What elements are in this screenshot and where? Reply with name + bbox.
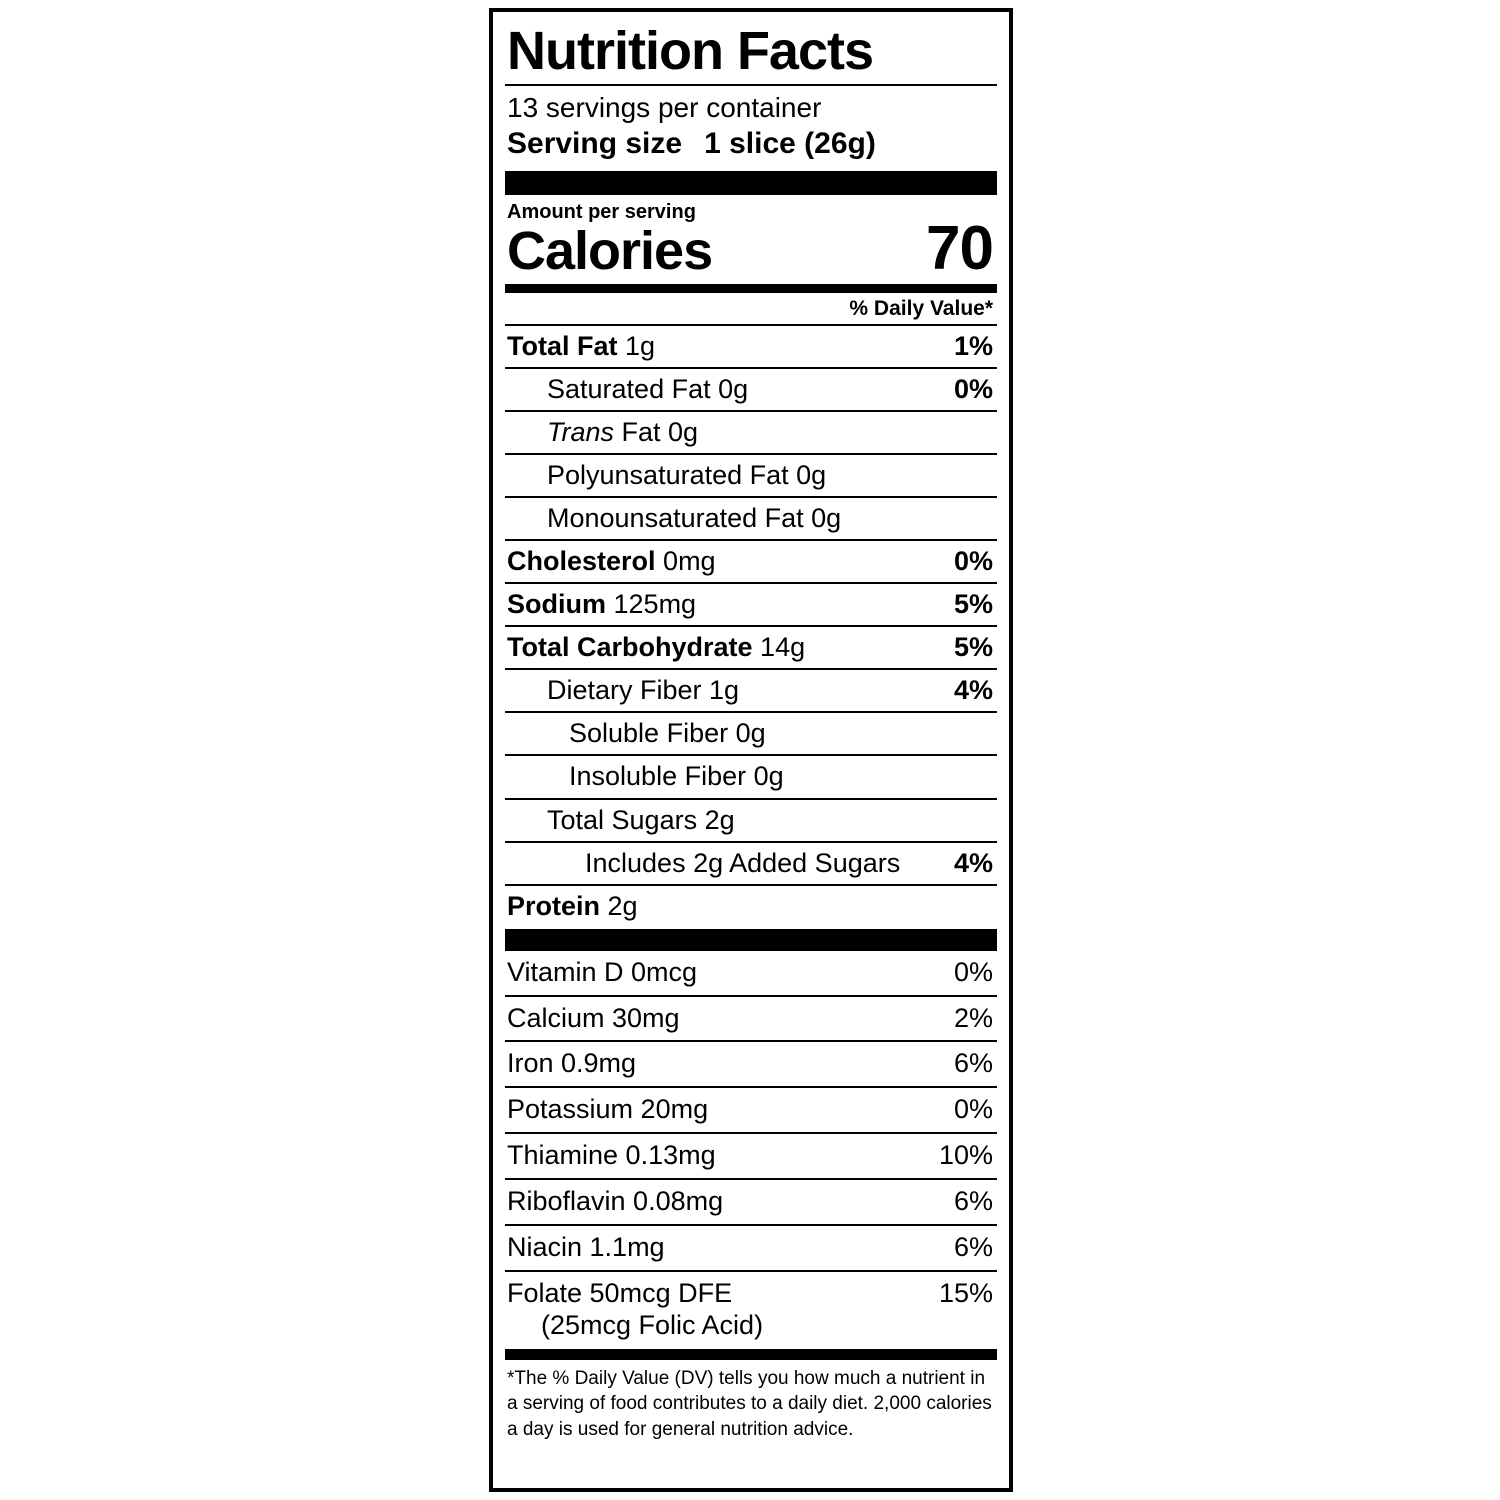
folate-sub: (25mcg Folic Acid) xyxy=(541,1309,764,1340)
row-saturated-fat-label: Saturated Fat 0g xyxy=(547,374,749,405)
row-dietary-fiber-dv: 4% xyxy=(953,675,993,706)
row-sodium-dv: 5% xyxy=(953,589,993,620)
protein-name: Protein xyxy=(507,890,601,921)
divider-footnote xyxy=(505,1349,997,1360)
row-total-carbohydrate-label xyxy=(507,632,805,663)
carb-name: Total Carbohydrate xyxy=(507,632,753,663)
calories-value: 70 xyxy=(926,214,993,283)
nutrition-facts-panel xyxy=(489,8,1013,1492)
row-vitamin-d-label: Vitamin D 0mcg xyxy=(507,956,698,987)
row-saturated-fat xyxy=(505,369,997,412)
row-sodium-label xyxy=(507,589,696,620)
carb-amount: 14g xyxy=(760,632,806,663)
trans-word: Trans xyxy=(547,417,615,448)
row-calcium-dv: 2% xyxy=(953,1002,993,1033)
row-vitamin-d xyxy=(505,951,997,997)
row-niacin-dv: 6% xyxy=(953,1231,993,1262)
row-riboflavin-dv: 6% xyxy=(953,1185,993,1216)
serving-size-row xyxy=(505,125,997,165)
row-folate-dv: 15% xyxy=(938,1277,993,1308)
row-cholesterol-dv: 0% xyxy=(953,546,993,577)
protein-amount: 2g xyxy=(607,890,638,921)
row-riboflavin xyxy=(505,1180,997,1226)
row-thiamine-dv: 10% xyxy=(938,1140,993,1171)
row-riboflavin-label: Riboflavin 0.08mg xyxy=(507,1185,724,1216)
cholesterol-amount: 0mg xyxy=(663,546,716,577)
amount-per-serving-label: Amount per serving xyxy=(507,201,696,223)
row-total-fat-label xyxy=(507,331,655,362)
serving-size-value: 1 slice (26g) xyxy=(704,127,876,160)
row-added-sugars xyxy=(505,843,997,886)
row-iron-label: Iron 0.9mg xyxy=(507,1048,637,1079)
row-vitamin-d-dv: 0% xyxy=(953,956,993,987)
row-saturated-fat-dv: 0% xyxy=(953,374,993,405)
row-added-sugars-dv: 4% xyxy=(953,847,993,878)
row-folate-label xyxy=(507,1278,763,1342)
row-niacin xyxy=(505,1226,997,1272)
total-fat-amount: 1g xyxy=(625,331,656,361)
panel-title: Nutrition Facts xyxy=(507,21,874,81)
sodium-name: Sodium xyxy=(507,589,606,620)
row-folate xyxy=(505,1272,997,1348)
divider-thick-vitamins xyxy=(505,929,997,951)
row-sodium xyxy=(505,584,997,627)
row-monounsaturated-fat xyxy=(505,498,997,541)
row-trans-fat-label xyxy=(507,417,698,448)
calories-label: Calories xyxy=(507,221,713,282)
row-calcium xyxy=(505,997,997,1043)
row-protein-label xyxy=(507,891,638,922)
row-monounsaturated-fat-label: Monounsaturated Fat 0g xyxy=(547,503,842,534)
sodium-amount: 125mg xyxy=(613,589,697,620)
divider-thick-top xyxy=(505,171,997,195)
row-protein xyxy=(505,886,997,927)
cholesterol-name: Cholesterol xyxy=(507,546,656,577)
row-total-carbohydrate xyxy=(505,627,997,670)
row-soluble-fiber-label: Soluble Fiber 0g xyxy=(569,718,766,749)
row-calcium-label: Calcium 30mg xyxy=(507,1002,680,1033)
folate-name: Folate 50mcg DFE xyxy=(507,1277,733,1308)
row-iron-dv: 6% xyxy=(953,1048,993,1079)
row-potassium-label: Potassium 20mg xyxy=(507,1094,709,1125)
daily-value-header: % Daily Value* xyxy=(505,293,997,326)
row-dietary-fiber xyxy=(505,670,997,713)
row-polyunsaturated-fat xyxy=(505,455,997,498)
row-potassium-dv: 0% xyxy=(953,1094,993,1125)
row-insoluble-fiber-label: Insoluble Fiber 0g xyxy=(569,761,784,792)
calories-row xyxy=(505,214,997,283)
row-total-fat-dv: 1% xyxy=(953,331,993,361)
row-total-fat xyxy=(505,326,997,369)
row-added-sugars-label: Includes 2g Added Sugars xyxy=(585,847,901,878)
row-polyunsaturated-fat-label: Polyunsaturated Fat 0g xyxy=(547,460,827,491)
row-dietary-fiber-label: Dietary Fiber 1g xyxy=(547,675,740,706)
total-fat-name: Total Fat xyxy=(507,331,618,361)
row-total-sugars-label: Total Sugars 2g xyxy=(547,804,735,835)
trans-rest: Fat 0g xyxy=(621,417,699,448)
serving-size-label: Serving size xyxy=(507,127,683,160)
row-iron xyxy=(505,1042,997,1088)
row-thiamine xyxy=(505,1134,997,1180)
row-total-sugars xyxy=(505,800,997,843)
row-thiamine-label: Thiamine 0.13mg xyxy=(507,1140,716,1171)
row-insoluble-fiber xyxy=(505,756,997,799)
row-potassium xyxy=(505,1088,997,1134)
row-niacin-label: Niacin 1.1mg xyxy=(507,1231,665,1262)
row-soluble-fiber xyxy=(505,713,997,756)
servings-per-container: 13 servings per container xyxy=(507,92,822,123)
row-trans-fat xyxy=(505,412,997,455)
footnote-text: *The % Daily Value (DV) tells you how much a nutrient in a serving of food contributes to a daily diet. 2,000 calories a day is used for general nutrition advice. xyxy=(507,1368,992,1440)
row-cholesterol-label xyxy=(507,546,716,577)
row-cholesterol xyxy=(505,541,997,584)
divider-under-calories xyxy=(505,284,997,293)
row-total-carbohydrate-dv: 5% xyxy=(953,632,993,663)
